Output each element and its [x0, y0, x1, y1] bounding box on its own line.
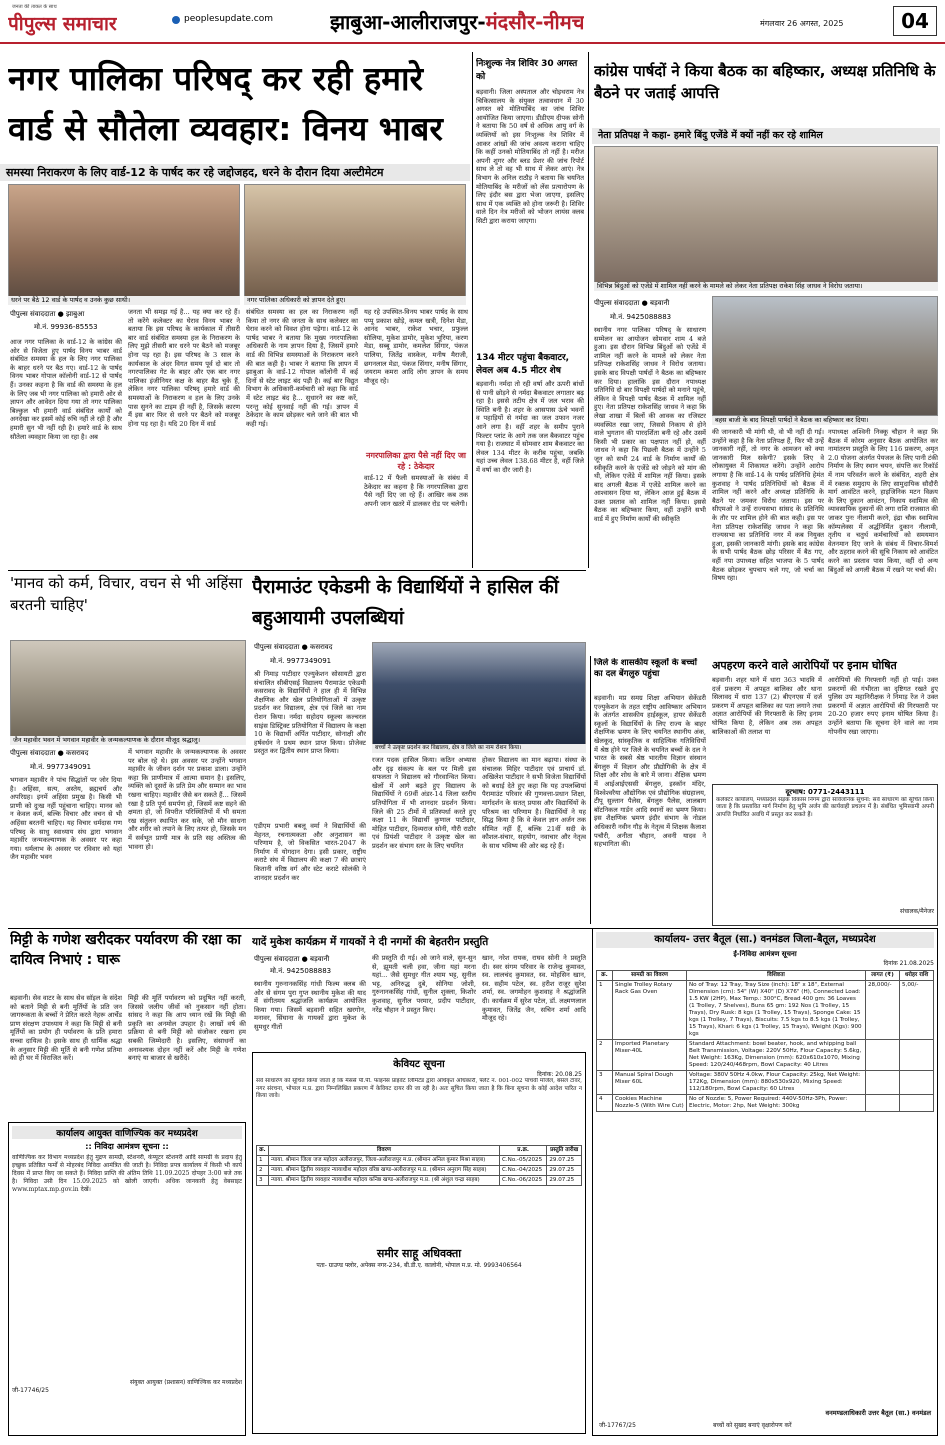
story3-caption2: बहस बाजी के बाद विपक्षी पार्षदों ने बैठक का बहिष्कार कर दिया। — [712, 416, 938, 425]
cell: Cookies Machine Nozzle-5 (With Wire Cut) — [613, 1095, 687, 1112]
notice-misc-sign: संचालक/मैनेजर — [900, 908, 934, 915]
globe-icon — [172, 16, 180, 24]
story9-location: बड़वानी — [310, 955, 330, 963]
cell: 5,00/- — [900, 981, 934, 1040]
story2-body2: बड़वानी। नर्मदा तो रही वर्षा और ऊपरी बांधों से पानी छोड़ने से नर्मदा बैकवाटर लगातार बढ़ रहा है। इससे तटीय क्षेत्र में जल भराव की स्थिति बनी है। शहर के आसपास ऊंचे भवनों व पहाड़ियों से नर्मदा का जल उफान नजर आने लगा है। वहीं शहर के समीप पुराने फिल्टर प्लांट के आगे तक जल बैकवाटर पहुंच गया है। राजघाट में सोमवार शाम बैकवाटर का लेवल 134 मीटर के करीब पहुंचा, जबकि यहां उच्च लेवल 138.68 मीटर है, वहीं जिले में वर्षा का दौर जारी है। — [476, 380, 584, 474]
divider — [8, 570, 586, 571]
story8-col2: मिट्टी की मूर्ति पर्यावरण को प्रदूषित नहीं करती, जिससे जलीय जीवों को नुकसान नहीं होता। सांसद ने कहा कि आप ध्यान रखें कि मिट्टी की प्रकृति का अनमोल उपहार है। लाखों वर्ष की प्रक्रिया से बनी मिट्टी को संजोकर रखना हम सबकी जिम्मेदारी है। इसलिए, संसाधनों का अनावश्यक दोहन नहीं करें और मिट्टी के गणेश बनाएं या बाजार से खरीदें। — [128, 994, 246, 1063]
divider — [590, 656, 591, 924]
story6-body: बड़वानी। मप्र समग्र शिक्षा अभियान सेकेंडरी एज्युकेशन के तहत राष्ट्रीय आविष्कार अभियान के अंतर्गत शासकीय हाईस्कूल, हायर सेकेंडरी स्कूलों के विद्यार्थियों के लिए राज्य के बाहर शैक्षणिक भ्रमण के लिए चयनित स्थानीय अंक, खेलकूद, सांस्कृतिक व साहित्यिक गतिविधियों में श्रेष्ठ होने पर जिले के चयनित बच्चों के दल ने भारत के सबसे श्रेष्ठ भारतीय विज्ञान संस्थान बेंगलुरु में विज्ञान और प्रौद्योगिकी के क्षेत्र में शिक्षा और शोध के बारे में जाना। शैक्षिक भ्रमण में आईआईएससी बेंगलुरु, इस्कॉन मंदिर, विश्वेश्वरैया औद्योगिक एवं प्रौद्योगिक संग्रहालय, टीपू सुल्तान पैलेस, बेंगलुरु पैलेस, लालबाग बॉटनिकल गार्डन आदि स्थानों का भ्रमण किया। इस शैक्षणिक भ्रमण इंदौर संभाग के नोडल अधिकारी नवीन गौड़ के नेतृत्व में शिक्षक कैलाश पचौरी, अनीता चौहान, अवनी यादव ने सहभागिता की। — [594, 694, 706, 849]
cell: 1 — [597, 981, 613, 1040]
story5-col2: एडीएम प्रभारी बबलू वर्मा ने विद्यार्थियों की मेहनत, रचनात्मकता और अनुशासन का परिणाम है, जो विकसित भारत-2047 के निर्माण में योगदान देगा। इसी प्रकार, राष्ट्रीय कराटे संघ में विद्यालय की कक्षा 7 की छात्राएं कितानी वरिष्ठ वर्ग और स्टेट कराटे सोलंकी ने शानदार प्रदर्शन कर — [254, 822, 366, 882]
story3-photo2 — [712, 296, 938, 416]
story9-mobile: मो.नं. 9425088883 — [270, 967, 332, 975]
forest-title: कार्यालय- उत्तर बैतूल (सा.) वनमंडल जिला-बैतूल, मध्यप्रदेश — [596, 932, 934, 948]
story9-col2: की प्रस्तुति दी गई। ओ जाने वाले, सुन-सुन से, झूमती चली हवा, जीना यहां मरना यहां... जैसे सुमधुर गीत श्याम भट्ट, सुनील भट्ट, अनिरुद्ध दुबे, सोनिया जोशी, गुरुनानकसिंह गांधी, सुनील शुक्ला, किशोर कुशवाह, सुनील परमार, प्रदीप पाटीदार, नरेंद्र चौहान ने प्रस्तुत किए। — [372, 954, 476, 1014]
story1-byline: पीपुल्स संवाददाता ● झाबुआ — [10, 310, 85, 318]
story4-col1: भगवान महावीर ने पांच सिद्धांतों पर जोर दिया है। अहिंसा, सत्य, अस्तेय, ब्रह्मचर्य और अपरिग्रह। इनमें अहिंसा प्रमुख है। किसी भी प्राणी को दुःख नहीं पहुंचाना चाहिए। मानव को न केवल कर्म, बल्कि विचार और वचन से भी अहिंसा बरतनी चाहिए। यह विचार धर्मदास गण परिषद् के साधु स्वाध्याय संघ द्वारा भगवान महावीर जन्मकल्याणक के अवसर पर कहा गया। धर्मलाभ के अवसर पर रविवार को यहां जैन महावीर भवन — [10, 776, 122, 862]
masthead — [0, 0, 945, 44]
commerce-body: वाणिज्यिक कर विभाग मध्यप्रदेश हेतु मुद्रण सामग्री, स्टेशनरी, कंप्यूटर स्टेशनरी आदि सामग्री के प्रदाय हेतु इच्छुक प्रतिष्ठित फर्मों से मोहरबंद निविदा आमंत्रित की जाती है। निविदा प्रपत्र कार्यालय में किसी भी कार्य दिवस में प्राप्त किए जा सकते हैं। निविदा प्राप्ति की अंतिम तिथि 11.09.2025 दोपहर 3:00 बजे तक है। निविदा उसी दिन 15.09.2025 को खोली जाएगी। अधिक जानकारी हेतु वेबसाइट www.mptax.mp.gov.in देखें। — [12, 1154, 242, 1193]
story9-col3: खान, नरेश रायक, राघव सोनी ने प्रस्तुति दी। स्वर संगम परिवार के राजेन्द्र कुमावत, स्व. लालचंद कुमावत, स्व. मोहसिन खान, स्व. सहीम पटेल, स्व. हरीश राजूर सुरेश शर्मा, स्व. जगमोहन कुशवाह ने श्रद्धांजलि दी। कार्यक्रम में सुरेश पटेल, डॉ. लक्ष्मणलाल कुमावत, जितेंद्र जैन, सचिन शर्मा आदि मौजूद रहे। — [482, 954, 586, 1023]
edition-highlight: मंदसौर-नीमच — [485, 10, 585, 34]
forest-th: सामग्री का विवरण — [613, 971, 687, 981]
cell: 4 — [597, 1095, 613, 1112]
cell: Single Trolley Rotary Rack Gas Oven — [613, 981, 687, 1040]
story8-col1: बड़वानी। सेव वाटर के साथ सेव सॉइल के संदेश को बताने मिट्टी से बनी मूर्तियों के प्रति जन जागरूकता के बच्चों ने प्रेरित करते नेहरू आर्चेड प्राण संरक्षण उपाध्याय ने कहा कि मिट्टी से बनी मूर्तियों का प्रयोग ही पर्यावरण के प्रति हमारा सच्चा दायित्व है। इसके साथ ही धार्मिक श्रद्धा के अनुसार मिट्टी की मूर्ति से बनी गणेश प्रतिमा को ही घर में विराजित करें। — [10, 994, 122, 1063]
forest-th: क्र. — [597, 971, 613, 981]
story3-col2: की जानकारी भी मांगी थी, वो भी नहीं दी गई। उन्होंने कहा है कि नेता प्रतिपक्ष हैं, फिर भी उन्हें जानकारी नहीं, तो नगर के आमजन को क्या जानकारी मिल सकेगी? इसके लिए वे लोकायुक्त में शिकायत करेंगे। उन्होंने आरोप लगाया है कि वार्ड-14 के पार्षद प्रतिनिधि हेमंत कुशवाह ने पार्षद प्रतिनिधियों को बैठक में शामिल नहीं करने और अध्यक्ष प्रतिनिधि के बैठने पर जमकर विरोध जताया। इस पर सीएमओ ने उन्हें राज्यसभा सांसद के प्रतिनिधि के तौर पर शामिल होने की बात कही। इस पर नेता प्रतिपक्ष राकेशसिंह जाधव ने कहा कि राज्यसभा का प्रतिनिधि नगर में कब नियुक्त हुआ, इसकी जानकारी मांगी। इसके बाद कांग्रेस के सभी पार्षद बैठक छोड़ परिसर में बैठ गए, वहीं नपा उपाध्यक्ष सहित भाजपा के 5 पार्षद बैठक छोड़कर चुपचाप चले गए, जो चर्चा का विषय रहा। — [712, 428, 824, 583]
caveat-th: प्र.क्र. — [499, 1146, 546, 1156]
story2-headline2: 134 मीटर पहुंचा बैकवाटर, लेवल अब 4.5 मीटर शेष — [476, 353, 570, 376]
caveat-table — [256, 1145, 582, 1186]
story5-headline: पैरामाउंट एकेडमी के विद्यार्थियों ने हासिल कीं बहुआयामी उपलब्धियां — [252, 576, 559, 629]
story3-subhead: नेता प्रतिपक्ष ने कहा- हमारे बिंदु एजेंडे में क्यों नहीं कर रहे शामिल — [592, 128, 940, 144]
story2-headline: निःशुल्क नेत्र शिविर 30 अगस्त को — [476, 59, 578, 82]
story4-mobile: मो.नं. 9977349091 — [30, 763, 92, 771]
story5-photo — [372, 642, 586, 748]
story1-caption2: नगर पालिका अधिकारी को ज्ञापन देते हुए। — [244, 296, 466, 305]
table-row — [257, 1166, 582, 1176]
edition-title — [330, 8, 584, 35]
cell — [900, 1095, 934, 1112]
divider — [588, 52, 589, 568]
cell: न्याया. श्रीमान द्वितीय व्यवहार न्यायाधीश महोदय वरिष्ठ खण्ड-अलीराजपुर म.प्र. (श्रीमान अनुराग सिंह साहब) — [268, 1166, 499, 1176]
cell: 3 — [597, 1071, 613, 1095]
table-row — [257, 1156, 582, 1166]
notice-misc — [712, 784, 938, 926]
story3-col3: नपाध्यक्ष अश्विनी निक्कू चौहान ने कहा कि बैठक में कोरम अनुसार बैठक आयोजित कर नामांतरण प्रस्तुति के लिए 116 प्रकरण, अमृत 2.0 योजना अंतर्गत पेयजल के लिए पानी टंकी निर्माण के लिए स्थान चयन, संपत्ति कर रिकॉर्ड में नाम परिवर्तन करने के संबंधित, शहरी क्षेत्र में रक्तक समुदाय के लिए सामुदायिक सौदौरी मार्ग आवंटित करने, हाइजिनिक मटन विक्रय के लिए दुकान आवंटन, निकाय स्वामित्व की व्यावसायिक दुकानों की लगा राशि राजसात की जाकर पुनः नीलामी करने, इंद्रा चौक स्वामित्व कॉम्पलेक्स में अर्द्धनिर्मित दुकान नीलामी, तृतीय व चतुर्थ कर्मचारियों को समयमान वेतनमान दिए जाने के संबंध में विचार-विमर्श और ठहराव करने की सूचि निकाय को आवंटित करने का प्रस्ताव पास किया, वहीं दो अन्य बिंदुओं को अगली बैठक में रखने पर चर्चा की। — [828, 428, 938, 574]
paper-logo — [8, 4, 178, 34]
divider — [472, 52, 473, 568]
caveat-th: क्र. — [257, 1146, 269, 1156]
story3-reporter: पीपुल्स संवाददाता — [594, 299, 640, 307]
cell: 28,000/- — [866, 981, 900, 1040]
story1-mobile: मो.नं. 99936-85553 — [34, 323, 98, 331]
paper-name: पीपुल्स समाचार — [8, 13, 117, 35]
story8-headline: मिट्टी के गणेश खरीदकर पर्यावरण की रक्षा का दायित्व निभाएं : घारू — [10, 932, 242, 968]
story1-reporter: पीपुल्स संवाददाता — [10, 310, 56, 318]
caveat-th: प्रस्तुति तारीख — [547, 1146, 582, 1156]
forest-th: विशिष्टता — [687, 971, 866, 981]
story7-headline: अपहरण करने वाले आरोपियों पर इनाम घोषित — [712, 659, 897, 672]
story1-col4b: वार्ड-12 में फैली समस्याओं के संबंध में ठेकेदार का कहना है कि नगरपालिका द्वारा पैसे नहीं दिए जा रहे हैं। आखिर कब तक अपनी जान खतरे में डालकर रोड पर चलेगी। — [364, 474, 468, 508]
notice-commerce — [8, 1122, 246, 1436]
caveat-signatory: समीर साहू अधिवक्ता — [376, 1247, 462, 1260]
story4-reporter: पीपुल्स संवाददाता — [10, 749, 56, 757]
story1-col1: आज नगर पालिका के वार्ड-12 के कांग्रेस की ओर से विजेता हुए पार्षद विनय भाबर वार्ड संबंधित समस्या के हल के लिए नगर पालिका के बाहर धरने पर बैठ गए। वार्ड-12 के पार्षद विनय भाबर गोपाल कॉलोनी वार्ड-12 से पार्षद हैं। उनका कहना है कि वार्ड की समस्या के हल के लिए जब भी नगर पालिका को हमारी ओर से ज्ञापन और आवेदन दिया गया तो नगर पालिका बिल्कुल भी हमारी वार्ड संबंधित कार्यों को अनदेखा कर इसमें कोई रुचि नहीं ले रही है और हमारी सुन भी नहीं रही है। हमारे वार्ड के साथ सौतेला व्यवहार किया जा रहा है। अब — [10, 338, 122, 441]
cell: Imported Planetary Mixer-40L — [613, 1040, 687, 1071]
story1-col2: जनता भी समझ गई है... यह क्या कर रहे हैं। तो करेंगे कलेक्टर का घेराव विनय भाबर ने बताया कि इस परिषद के कार्यकाल में तीसरी बार वार्ड संबंधित समस्या हल के निराकरण के लिए मुझे तीसरी बार धरने पर बैठने को मजबूर होना पड़ रहा है। इस परिषद के 3 साल के कार्यकाल के अंदर विगत समय पूर्व दो बार तो नगरपालिका गेट के बाहर और एक बार नगर पालिका इंजीनियर कक्ष के बाहर बैठ चुके हैं, लेकिन नगर पालिका परिषद् हमारे वार्ड की समस्याओं के निराकरण व हल के लिए उनके पास सुनने का टाइम ही नहीं है, जिसके कारण मैं इस बार फिर से धरने पर बैठने को मजबूर होना पड़ रहा है। यदि 20 दिन में वार्ड — [128, 308, 240, 428]
story4-byline: पीपुल्स संवाददाता ● कसरावद — [10, 749, 89, 757]
caveat-title: केवियट सूचना — [393, 1059, 445, 1070]
story4-location: कसरावद — [66, 749, 89, 757]
cell: Manual Spiral Dough Mixer 60L — [613, 1071, 687, 1095]
table-row — [597, 1071, 934, 1095]
story4-caption: जैन महावीर भवन में भगवान महावीर के जन्मकल्याणक के दौरान मौजूद श्रद्धालु। — [10, 736, 246, 745]
story3-mobile: मो.नं. 9425088883 — [610, 313, 672, 321]
story4-photo — [10, 640, 246, 740]
cell: 29.07.25 — [547, 1176, 582, 1186]
story3-caption1: विभिन्न बिंदुओं को एजेंडे में शामिल नहीं करने के मामले को लेकर नेता प्रतिपक्ष राकेश सिंह जाधव ने विरोध जताया। — [594, 282, 938, 291]
table-row — [597, 981, 934, 1040]
cell: 29.07.25 — [547, 1166, 582, 1176]
story9-headline: यादें मुकेश कार्यक्रम में गायकों ने दी नगमों की बेहतरीन प्रस्तुति — [252, 936, 489, 948]
cell: 2 — [257, 1166, 269, 1176]
notice-forest — [592, 928, 938, 1436]
forest-subtitle: ई-निविदा आमंत्रण सूचना — [733, 950, 797, 958]
story1-headline: नगर पालिका परिषद् कर रही हमारे वार्ड से सौतेला व्यवहार: विनय भाबर — [8, 59, 443, 148]
story3-location: बड़वानी — [650, 299, 670, 307]
date: मंगलवार 26 अगस्त, 2025 — [760, 19, 844, 28]
story1-subhead: समस्या निराकरण के लिए वार्ड-12 के पार्षद कर रहे जद्दोजहद, धरने के दौरान दिया अल्टीमेटम — [0, 164, 470, 181]
notice-misc-title: दूरभाष: 0771-2443111 — [785, 788, 865, 796]
notice-misc-body: कलेक्टर कार्यालय, मध्यप्रदेश सड़क विकास निगम द्वारा सार्वजनिक सूचना: सर्व साधारण को सूचित किया जाता है कि प्रस्तावित मार्ग निर्माण हेतु भूमि अर्जन की कार्यवाही प्रचलन में है। संबंधित भूमिस्वामी अपनी आपत्ति निर्धारित अवधि में प्रस्तुत कर सकते हैं। — [716, 797, 934, 818]
story1-caption1: धरने पर बैठे 12 वार्ड के पार्षद व उनके कुछ साथी। — [8, 296, 240, 305]
story3-byline: पीपुल्स संवाददाता ● बड़वानी — [594, 299, 670, 307]
commerce-title: कार्यालय आयुक्त वाणिज्यिक कर मध्यप्रदेश — [12, 1126, 242, 1139]
commerce-subtitle: :: निविदा आमंत्रण सूचना :: — [85, 1142, 169, 1151]
cell: Voltage: 380V 50Hz 4.0kw, Flour Capacity: 25kg, Net Weight: 172Kg, Dimension (mm): 880x530x920, Mixing Speed: 112/180rpm, Bowl Capacity: 60 Litres — [687, 1071, 866, 1095]
story4-headline: 'मानव को कर्म, विचार, वचन से भी अहिंसा बरतनी चाहिए' — [10, 574, 243, 614]
cell: न्याया. श्रीमान द्वितीय व्यवहार न्यायाधीश महोदय कनिष्ठ खण्ड-अलीराजपुर म.प्र. (श्री अंशुल चन्द्रा साहब) — [268, 1176, 499, 1186]
commerce-ref: जी-17746/25 — [12, 1387, 49, 1394]
story1-photo1 — [8, 184, 240, 302]
story5-col1: श्री निमाड़ पाटीदार एज्युकेशन सोसायटी द्वारा संचालित सीबीएसई विद्यालय पैरामाउंट एकेडमी कसरावद के विद्यार्थियों ने हाल ही में विभिन्न शैक्षणिक और खेल प्रतियोगिताओं में उत्कृष्ट प्रदर्शन कर विद्यालय, क्षेत्र एवं जिले का नाम रोशन किया। नर्मदा सहोदय स्कूल्स कल्चरल साइंस डिस्ट्रिक्ट प्रतियोगिता में विद्यालय के कक्षा 10 के विद्यार्थी अर्पित पाटीदार, सोनाक्षी और हर्षवर्धन ने प्रथम स्थान प्राप्त किया। प्रोजेक्ट प्रस्तुत कर द्वितीय स्थान प्राप्त किया। — [254, 670, 366, 756]
forest-table — [596, 970, 934, 1112]
forest-ref: जी-17767/25 — [599, 1422, 636, 1429]
table-row — [597, 1095, 934, 1112]
story1-subhead2: नगरपालिका द्वारा पैसे नहीं दिए जा रहे : ठेकेदार — [366, 451, 466, 471]
cell — [900, 1071, 934, 1095]
cell: No of Nozzle: 5, Power Required: 440V-50Hz-3Ph, Power: Electric, Motor: 2hp, Net Weight: 300kg — [687, 1095, 866, 1112]
cell: Standard Attachment: bowl beater, hook, and whipping ball Belt Transmission, Voltage: 220V 50Hz, Flour Capacity: 5.6kg, Net Weight: 163Kg, Dimension (mm): 620x610x1070, Mixing Speed: 120/240/468rpm, Bowl Capacity: 40 Litres — [687, 1040, 866, 1071]
cell: 3 — [257, 1176, 269, 1186]
story1-photo2 — [244, 184, 466, 302]
cell — [866, 1040, 900, 1071]
commerce-sign: संयुक्त आयुक्त (प्रशासन) वाणिज्यिक कर मध्यप्रदेश — [130, 1379, 242, 1386]
caveat-th: विवरण — [268, 1146, 499, 1156]
forest-th: धरोहर राशि — [900, 971, 934, 981]
story7-body2: आरोपियों की गिरफ्तारी नहीं हो पाई। उक्त प्रकरणों की गंभीरता का दृष्टिगत रखते हुए पुलिस उप महानिरीक्षक ने निमाड़ रेंज ने उक्त प्रकरणों में अज्ञात आरोपियों की गिरफ्तारी पर 20-20 हजार रुपए इनाम घोषित किया है। उन्होंने बताया कि सूचना देने वाले का नाम गोपनीय रखा जाएगा। — [828, 676, 938, 736]
story1-col3: संबंधित समस्या का हल का निराकरण नहीं किया तो नगर की जनता के साथ कलेक्टर का घेराव करने को विवश होना पड़ेगा। वार्ड-12 के पार्षद भाबर ने बताया कि मुख्य नगरपालिका अधिकारी के नाम ज्ञापन दिया है, जिसमें हमारे वार्ड की विभिन्न समस्याओं के निराकरण करने की बात कही है। भाबर ने बताया कि ज्ञापन में झाबुआ के वार्ड-12 गोपाल कॉलोनी में कई दिनों से स्टेट लाइट बंद पड़ी है। कई बार विद्युत विभाग के अधिकारी-कर्मचारी को कहा कि वार्ड में स्टेट लाइट बंद है... सुधारने का कष्ट करें, परन्तु कोई सुनवाई नहीं की गई। ज्ञापन में ठेकेदार के काम छोड़कर चले जाने की बात भी कही गई। — [246, 308, 358, 428]
tagline: जनता की ताकत के साथ — [12, 4, 57, 10]
story1-col4a: यह रहे उपस्थित-विनय भाबर पार्षद के साथ पप्पू प्रकाश खोड़े, कमल खत्री, दिनेश मेडा, आनंद भाबर, राकेश भचार, प्रफुल्ल सोलिया, मुकेश डामोर, मुकेश भूरिया, करण मेडा, सब्बू डामोर, कमलेश सिंगार, पंकज पालिया, जितेंद्र वास्केल, मनीष मैराजी, छगनलाल मेडा, पंकज सिंगार, मनीष सिंगार, जयराम कमरा आदि लोग ज्ञापन के समय मौजूद रहे। — [364, 308, 468, 385]
notice-caveat — [252, 1052, 586, 1434]
story5-byline: पीपुल्स संवाददाता ● कसरावद — [254, 643, 333, 651]
edition-main: झाबुआ-आलीराजपुर- — [330, 10, 486, 34]
story3-photo1 — [594, 146, 938, 286]
story4-col2: में भगवान महावीर के जन्मकल्याणक के अवसर पर बोल रहे थे। इस अवसर पर उन्होंने भगवान महावीर के जीवन दर्शन पर प्रकाश डाला। उन्होंने कहा कि प्राणीमात्र में आत्मा समान है। इसलिए, व्यक्ति को दूसरों के प्रति प्रेम और सम्मान का भाव रखना चाहिए। महावीर जैसे बन सकते हैं... जिसमें रखा है प्रति पूर्ण समर्पण हो, जिसमें कष्ट सहने की क्षमता हो, जो विपरीत परिस्थितियों में भी समता रख संतुलन स्थापित कर सके, जो मौन साधना और शरीर को तपाने के लिए तत्पर हो, जिसके मन में सर्वभूत प्राणी मात्र के प्रति सह अस्तित्व की भावना हो। — [128, 748, 246, 851]
cell: 29.07.25 — [547, 1156, 582, 1166]
table-row — [257, 1176, 582, 1186]
story5-caption: बच्चों ने उत्कृष्ट प्रदर्शन कर विद्यालय, क्षेत्र व जिले का नाम रोशन किया। — [372, 744, 586, 753]
forest-th: लागत (₹) — [866, 971, 900, 981]
story7-body1: बड़वानी। शहर थाने में धारा 363 भादवि में दर्ज प्रकरण में अपहृत बालिका और थाना सिलावद में धारा 137 (2) बीएनएस में दर्ज प्रकरण में अपहृत बालिका का पता लगाने तथा अज्ञात आरोपियों की गिरफ्तारी के लिए इनाम घोषित किया है, लेकिन अब तक अपहृत बालिकाओं की तलाश या — [712, 676, 822, 736]
website[interactable]: peoplesupdate.com — [184, 14, 273, 24]
cell — [866, 1095, 900, 1112]
story1-location: झाबुआ — [66, 310, 85, 318]
cell: 1 — [257, 1156, 269, 1166]
caveat-address: पता- ग्राउण्ड फ्लोर, अपेक्स नगर-234, बी.डी.ए. कालोनी, भोपाल म.प्र. मो. 9993406564 — [316, 1262, 522, 1269]
story5-location: कसरावद — [310, 643, 333, 651]
story3-col1: स्थानीय नगर पालिका परिषद् के साधारण सम्मेलन का आयोजन सोमवार शाम 4 बजे हुआ। इस दौरान विभिन्न बिंदुओं को एजेंडे में शामिल नहीं करने के मामले को लेकर नेता प्रतिपक्ष राकेशसिंह जाधव ने विरोध जताया। इसके बाद विपक्षी पार्षदों ने बैठक का बहिष्कार कर दिया। हालांकि इस दौरान नपाध्यक्ष प्रतिनिधि दो बार विपक्षी पार्षदों को मनाने पहुंचे, लेकिन वे विपक्षी पार्षद बैठक में शामिल नहीं हुए। नेता प्रतिपक्ष राकेशसिंह जाधव ने कहा कि लेखा शाखा में बिलों की आवक का रजिस्टर व्यवस्थित रखा जाए, जिससे निकाय से होने वाले भुगतान की पारदर्शिता बनी रहे और उसमें किसी भी प्रकार का पक्षपात नहीं हो, वहीं जाधव ने कहा कि पिछली बैठक में उन्होंने 5 जून को सभी 24 वार्ड के निर्माण कार्यों की स्वीकृति करने के एजेंडे को जोड़ने को मांग की थी, लेकिन एजेंडे में शामिल नहीं किया। इसके बाद अगली बैठक में एजेंडे शामिल करने का आश्वासन दिया था, लेकिन आज हुई बैठक में उक्त प्रस्ताव को शामिल नहीं किया। इससे बैठक का बहिष्कार किया, वहीं उन्होंने सभी वार्ड में हुए निर्माण कार्यों की स्वीकृति — [594, 326, 706, 524]
cell — [866, 1071, 900, 1095]
story5-reporter: पीपुल्स संवाददाता — [254, 643, 300, 651]
page-number: 04 — [893, 6, 937, 36]
cell: No of Tray: 12 Tray, Tray Size (inch): 18" x 18", External Dimension (cm): 54" (W) X40" (D) X76" (H), Connected Load: 1.5 KW (2HP), Max Temp.: 300°C, Bread 400 gm: 36 Loaves (1 Trolley, 7 Shelves), Buns 65 gm: 192 Nos (1 Trolley, 15 Trays), Dry Rusk: 8 kgs (1 Trolley, 15 Trays), Sponge Cake: 15 kgs (1 Trolley, 7 Trays), Biscuits: 7.5 kgs to 8.5 kgs (1 Trolley, 15 Trays), Khari: 6 kgs (1 Trolley, 15 Trays), Weight (Kgs): 900 kgs — [687, 981, 866, 1040]
story5-col4: होकर विद्यालय का मान बढ़ाया। संस्था के संचालक मिहिर पाटीदार एवं प्राचार्य डॉ. अखिलेश पाटीदार ने सभी विजेता विद्यार्थियों को बधाई देते हुए कहा कि यह उपलब्धियां पैरामाउंट परिवार की गुणवत्ता-प्रधान शिक्षा, मार्गदर्शन के सतत् प्रयास और विद्यार्थियों के परिश्रम का परिणाम है। विद्यार्थियों ने यह सिद्ध किया है कि वे केवल ज्ञान अर्जन तक सीमित नहीं हैं, बल्कि 21वीं सदी के कौशल-संचार, सहयोग, नवाचार और नेतृत्व के साथ भविष्य की ओर बढ़ रहे हैं। — [482, 756, 586, 850]
story9-col1: स्थानीय गुरुनानकसिंह गांधी फिल्म क्लब की ओर से संगम पुरा गुप्त स्थानीय मुकेश की याद में संगीतमय श्रद्धांजलि कार्यक्रम आयोजित किया गया। जिसमें बड़वानी सहित खरगोन, मनावर, सिंघाना के गायकों द्वारा मुकेश के सुमधुर गीतों — [254, 980, 366, 1031]
cell: 2 — [597, 1040, 613, 1071]
story2-body: बड़वानी। जिला अस्पताल और चोइथराम नेत्र चिकित्सालय के संयुक्त तत्वावधान में 30 अगस्त को मोतियाबिंद का जांच शिविर आयोजित किया जाएगा। डीडीएम दीपक सोनी ने बताया कि 50 वर्ष से अधिक आयु वर्ग के व्यक्तियों को इस निःशुल्क नेत्र शिविर में आकर आंखों की जांच अवश्य कराना चाहिए कि कहीं उनको मोतियाबिंद तो नहीं है। मरीज अपनी शुगर और ब्लड प्रेशर की जांच रिपोर्ट साथ ले तो वह भी साथ में लेकर आएं। नेत्र विभाग के अनिल राठौड़ ने बताया कि चयनित मोतियाबिंद के मरीजों को लेंस प्रत्यारोपण के लिए इंदौर बस द्वारा भेजा जाएगा, इसलिए साथ में एक व्यक्ति को होना जरूरी है। शिविर वाले दिन नेत्र मरीजों को भोजन लायंस क्लब सिटी द्वारा कराया जाएगा। — [476, 88, 584, 225]
story9-byline: पीपुल्स संवाददाता ● बड़वानी — [254, 955, 330, 963]
story9-reporter: पीपुल्स संवाददाता — [254, 955, 300, 963]
cell: C.No.-04/2025 — [499, 1166, 546, 1176]
cell: C.No.-05/2025 — [499, 1156, 546, 1166]
caveat-intro: सर्व साधारण को सूचित किया जाता है कि मेसर्स पी.पी. फाइनेंस प्राइवेट लिमिटेड द्वारा अधिकृत अधिकारी, फ्लैट नं. 001-002 पांचवी मंजिल, बंसल टावर, नगर संरचना, भोपाल म.प्र. द्वारा निम्नलिखित प्रकरण में केवियट दायर की जा रही है। अतः सूचित किया जाता है कि बिना सूचना के कोई आदेश पारित न किया जावे। — [256, 1078, 582, 1100]
forest-tagline: बच्चों को सुखद बनाएं वृक्षारोपण करें — [713, 1422, 792, 1429]
story5-mobile: मो.नं. 9977349091 — [270, 657, 332, 665]
story5-col3: रजत पदक हासिल किया। कठिन अभ्यास और दृढ़ संकल्प के बल पर मिली इस सफलता ने विद्यालय को गौरवान्वित किया। खेलों में आगे बढ़ते हुए विद्यालय के विद्यार्थियों ने 69वीं अंडर-14 जिला स्तरीय प्रतियोगिता में भी शानदार प्रदर्शन किया। जिले की 25 टीमों में प्रतिस्पर्धा करते हुए कक्षा 11 के विद्यार्थी कुणाल पाटीदार, मोहित पाटीदार, दिव्यराज सोनी, गौरी राठौर एवं प्रियंशी पाटीदार ने उत्कृष्ट खेल का प्रदर्शन कर संभाग स्तर के लिए चयनित — [372, 756, 476, 850]
caveat-date: दिनांक: 20.08.25 — [537, 1071, 582, 1078]
table-row — [597, 1040, 934, 1071]
cell: न्याया. श्रीमान जिला जज महोदय अलीराजपुर, जिला-अलीराजपुर म.प्र. (श्रीमान अनिल कुमार मिश्रा साहब) — [268, 1156, 499, 1166]
forest-date: दिनांक 21.08.2025 — [883, 960, 934, 967]
cell: C.No.-06/2025 — [499, 1176, 546, 1186]
forest-footer: वनमण्डलाधिकारी उत्तर बैतूल (सा.) वनमंडल — [825, 1409, 931, 1417]
story3-headline: कांग्रेस पार्षदों ने किया बैठक का बहिष्कार, अध्यक्ष प्रतिनिधि के बैठने पर जताई आपत्ति — [594, 62, 936, 102]
story6-headline: जिले के शासकीय स्कूलों के बच्चों का दल बेंगलुरु पहुंचा — [594, 658, 697, 679]
cell — [900, 1040, 934, 1071]
